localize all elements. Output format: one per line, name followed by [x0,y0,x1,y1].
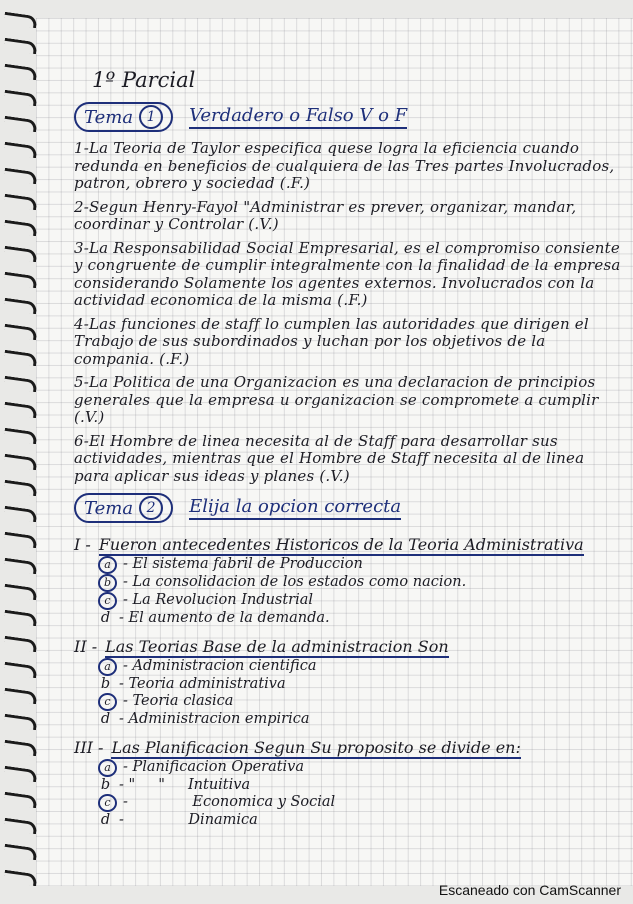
spiral-ring [3,246,37,262]
spiral-ring [3,90,37,106]
spiral-ring [3,662,37,678]
spiral-ring [3,480,37,496]
option-text: - La Revolucion Industrial [123,592,314,608]
option-letter: a [98,556,117,574]
spiral-ring [3,740,37,756]
question-5: 5-La Politica de una Organizacion es una declaracion de principios generales que la empresa u organizacion se compromete a cumplir (.V.) [74,373,599,426]
question-6: 6-El Hombre de linea necesita al de Staff para desarrollar sus actividades, mientras que el Hombre de Staff necesita al de linea para aplicar sus ideas y planes (.V.) [74,431,585,485]
option-text: - El aumento de la demanda. [119,610,330,626]
spiral-ring [3,168,37,184]
option-letter: b [100,676,111,692]
section-1-option-a [98,556,624,574]
tema-2-label: Tema [84,497,134,519]
spiral-ring [3,194,37,210]
spiral-ring [3,532,37,548]
tema-2-badge [74,493,173,523]
option-text: - Administracion cientifica [123,658,317,674]
section-3-option-a [98,759,624,777]
tema-1-badge [74,102,173,132]
tema-1-number: 1 [139,105,163,129]
option-text: - Planificacion Operativa [123,759,305,775]
spiral-ring [3,610,37,626]
question-3: 3-La Responsabilidad Social Empresarial, es el compromiso consiente y congruente de cumplir integralmente con la finalidad de la empresa considerando Solamente los agentes externos. Involucrados con la actividad economica de la misma (.F.) [74,238,621,309]
option-letter: c [98,693,117,711]
section-2-option-d [98,711,624,728]
tema-2-number: 2 [139,496,163,520]
spiral-ring [3,558,37,574]
section-3-option-d [98,812,624,829]
spiral-ring [3,792,37,808]
spiral-ring [3,38,37,54]
spiral-ring [3,402,37,418]
option-text: - " " Intuitiva [119,777,251,793]
spiral-ring [3,454,37,470]
option-text: - Dinamica [119,812,258,828]
option-letter: a [98,759,117,777]
option-letter: d [100,812,111,828]
tema-2-header [74,491,624,525]
tema-1-label: Tema [84,106,134,128]
section-3-title [74,738,624,759]
section-3-numeral: III - [74,738,104,757]
spiral-ring [3,12,37,28]
option-letter: a [98,658,117,676]
section-1-numeral: I - [74,535,91,554]
spiral-ring [3,324,37,340]
question-2: 2-Segun Henry-Fayol "Administrar es prever, organizar, mandar, coordinar y Controlar (.V.) [74,197,577,233]
spiral-ring [3,714,37,730]
option-text: - El sistema fabril de Produccion [123,556,363,572]
spiral-ring [3,870,37,886]
spiral-ring [3,298,37,314]
section-1-text: Fueron antecedentes Historicos de la Teoria Administrativa [98,535,584,554]
spiral-ring [3,142,37,158]
option-text: - Economica y Social [123,794,336,810]
option-letter: c [98,794,117,812]
option-text: - La consolidacion de los estados como nacion. [123,574,467,590]
option-letter: c [98,592,117,610]
option-text: - Administracion empirica [119,711,310,727]
spiral-ring [3,506,37,522]
section-1-option-c [98,592,624,610]
spiral-ring [3,766,37,782]
option-letter: b [100,777,111,793]
spiral-binding [0,0,46,904]
section-3-option-c [98,794,624,812]
camscanner-watermark: Escaneado con CamScanner [438,882,621,898]
option-text: - Teoria clasica [123,693,234,709]
spiral-ring [3,428,37,444]
question-4: 4-Las funciones de staff lo cumplen las autoridades que dirigen el Trabajo de sus subordinados y luchan por los objetivos de la compania. (.F.) [74,314,589,368]
section-1-title [74,535,624,556]
option-letter: d [100,711,111,727]
section-1-option-d [98,610,624,627]
notes-content [74,68,624,829]
spiral-ring [3,584,37,600]
tema-1-heading: Verdadero o Falso V o F [189,105,407,129]
spiral-ring [3,116,37,132]
section-2-numeral: II - [74,637,98,656]
option-text: - Teoria administrativa [119,676,286,692]
spiral-ring [3,272,37,288]
spiral-ring [3,688,37,704]
spiral-ring [3,636,37,652]
spiral-ring [3,350,37,366]
section-2-title [74,637,624,658]
spiral-ring [3,220,37,236]
spiral-ring [3,376,37,392]
question-1: 1-La Teoria de Taylor especifica quese logra la eficiencia cuando redunda en beneficios de cualquiera de las Tres partes Involucrados, patron, obrero y sociedad (.F.) [74,139,615,192]
page-title: 1º Parcial [92,68,196,92]
section-2-text: Las Teorias Base de la administracion Son [105,637,449,656]
tema-1-header [74,100,624,134]
section-2-option-b [98,676,624,693]
section-2-option-c [98,693,624,711]
spiral-ring [3,818,37,834]
spiral-ring [3,64,37,80]
section-1-option-b [98,574,624,592]
option-letter: d [100,610,111,626]
tema-2-heading: Elija la opcion correcta [189,496,401,520]
section-3-text: Las Planificacion Segun Su proposito se divide en: [111,738,521,757]
section-2-option-a [98,658,624,676]
option-letter: b [98,574,117,592]
section-3-option-b [98,777,624,794]
spiral-ring [3,844,37,860]
